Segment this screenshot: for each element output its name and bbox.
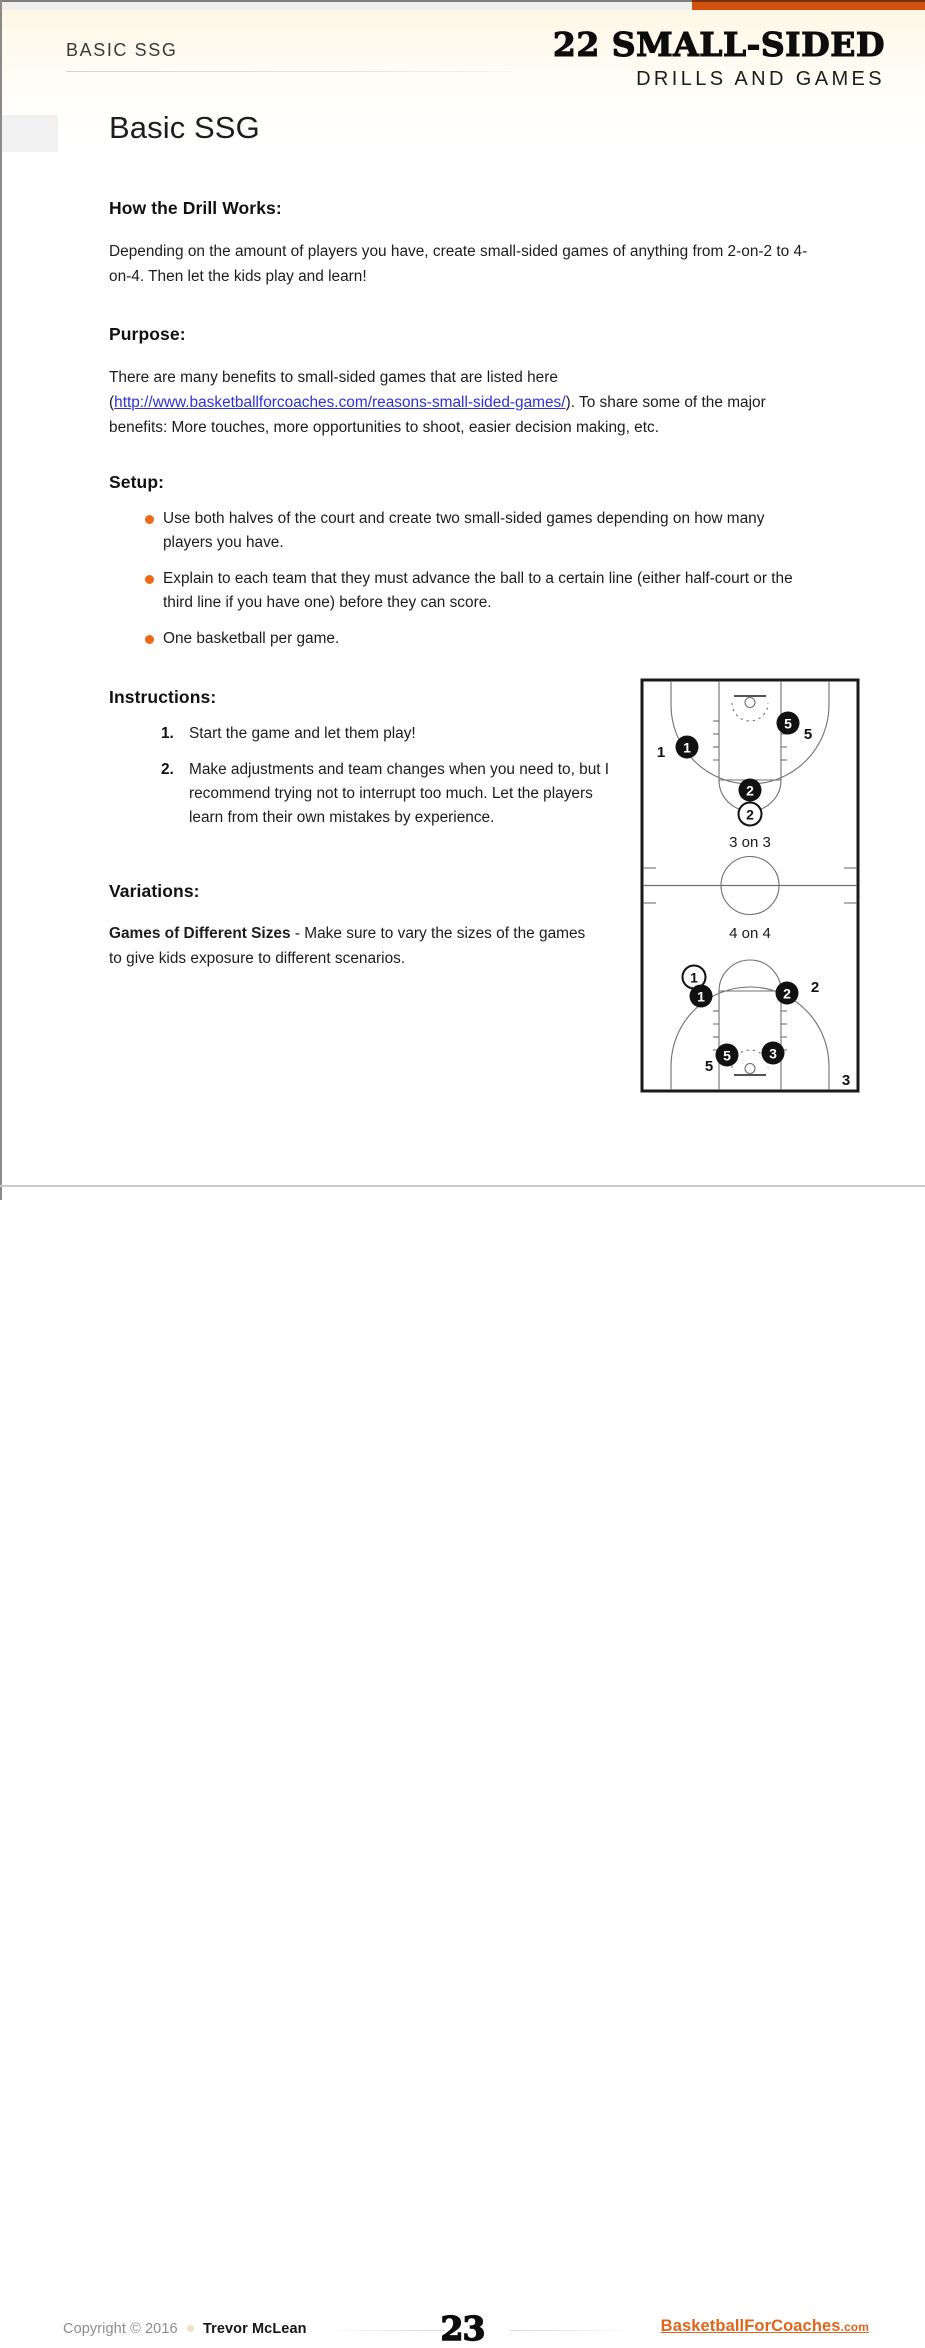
book-logo [552, 25, 885, 91]
svg-text:2: 2 [746, 806, 754, 823]
book-logo-title: 22 SMALL-SIDED [552, 25, 885, 64]
court-number-5-top: 5 [803, 726, 813, 743]
section-variations [109, 881, 589, 971]
step-number: 2. [161, 761, 174, 778]
court-player-token-5-top [777, 712, 800, 735]
setup-item-text: Use both halves of the court and create two small-sided games depending on how many players you have. [163, 510, 765, 551]
svg-text:1: 1 [690, 969, 698, 986]
section-body-how: Depending on the amount of players you have, create small-sided games of anything from 2-on-2 to 4-on-4. Then let the kids play and learn! [109, 243, 808, 285]
svg-text:5: 5 [723, 1047, 731, 1064]
court-player-token-2-bottom [776, 982, 799, 1005]
page-left-edge-rule [0, 0, 2, 1200]
section-body-variations [109, 921, 589, 971]
svg-text:3: 3 [769, 1045, 777, 1062]
footer-author: Trevor McLean [202, 2321, 307, 2337]
variation-text: Make sure to vary the sizes of the games to give kids exposure to different scenarios. [109, 925, 586, 967]
court-label-top-game: 3 on 3 [729, 834, 771, 851]
court-player-token-1-top [676, 736, 699, 759]
svg-text:5: 5 [784, 715, 792, 732]
section-heading-setup: Setup: [109, 472, 165, 492]
list-item [109, 507, 809, 555]
instructions-ordered-list [109, 722, 619, 830]
book-logo-subtitle: DRILLS AND GAMES [636, 67, 885, 90]
court-number-2-bottom: 2 [810, 979, 820, 996]
purpose-tail: ). To share some of the major benefits: More touches, more opportunities to shoot, easier decision making, etc. [109, 394, 766, 436]
section-heading-how: How the Drill Works: [109, 198, 282, 218]
section-body-purpose [109, 365, 809, 440]
running-head-rule [66, 71, 511, 72]
court-number-5-bottom: 5 [704, 1058, 714, 1075]
svg-text:2: 2 [746, 782, 754, 799]
bullet-dot-icon [145, 635, 154, 644]
setup-bullet-list [109, 507, 809, 651]
footer-website-link[interactable] [661, 2317, 869, 2336]
page-title: Basic SSG [109, 110, 260, 145]
list-item [109, 722, 619, 746]
court-player-token-3-bottom [762, 1042, 785, 1065]
section-heading-instructions: Instructions: [109, 687, 217, 707]
list-item [109, 758, 619, 830]
footer-site-tld: .com [840, 2320, 869, 2334]
court-player-token-5-bottom [716, 1044, 739, 1067]
variation-dash: - [290, 925, 305, 942]
court-number-1-top: 1 [656, 744, 666, 761]
basketball-court-diagram [639, 677, 861, 1094]
section-setup [109, 472, 809, 663]
court-player-token-2-top-filled [739, 779, 762, 802]
bullet-dot-icon [145, 515, 154, 524]
svg-text:2: 2 [783, 985, 791, 1002]
small-sided-games-link[interactable]: http://www.basketballforcoaches.com/reasons-small-sided-games/ [114, 394, 566, 411]
court-player-token-2-top-open [739, 803, 762, 826]
step-text: Make adjustments and team changes when you need to, but I recommend trying not to interrupt too much. Let the players learn from their own mistakes by experience. [189, 761, 610, 826]
footer-copyright-text: Copyright © 2016 [63, 2321, 178, 2337]
left-margin-tab [2, 115, 58, 152]
court-player-token-1-bottom-filled [690, 985, 713, 1008]
variation-title: Games of Different Sizes [109, 925, 291, 942]
list-item [109, 567, 809, 615]
step-number: 1. [161, 725, 174, 742]
section-instructions [109, 687, 619, 842]
section-how-the-drill-works [109, 198, 809, 289]
section-purpose [109, 324, 809, 440]
court-number-3-bottom: 3 [841, 1072, 851, 1089]
bullet-dot-icon [145, 575, 154, 584]
setup-item-text: Explain to each team that they must advance the ball to a certain line (either half-court or the third line if you have one) before they can score. [163, 570, 793, 611]
svg-text:1: 1 [697, 988, 705, 1005]
page-number: 23 [440, 2309, 485, 2348]
setup-item-text: One basketball per game. [163, 630, 340, 647]
running-head: BASIC SSG [66, 40, 178, 60]
page-footer [0, 1150, 925, 2348]
section-heading-purpose: Purpose: [109, 324, 186, 344]
section-heading-variations: Variations: [109, 881, 200, 901]
court-label-bottom-game: 4 on 4 [729, 925, 771, 942]
purpose-lead: There are many benefits to small-sided games that are listed here ( [109, 369, 558, 411]
step-text: Start the game and let them play! [189, 725, 416, 742]
footer-site-name: BasketballForCoaches [660, 2317, 841, 2335]
svg-text:1: 1 [683, 739, 691, 756]
top-bar-orange-accent [692, 0, 925, 10]
list-item [109, 627, 809, 651]
